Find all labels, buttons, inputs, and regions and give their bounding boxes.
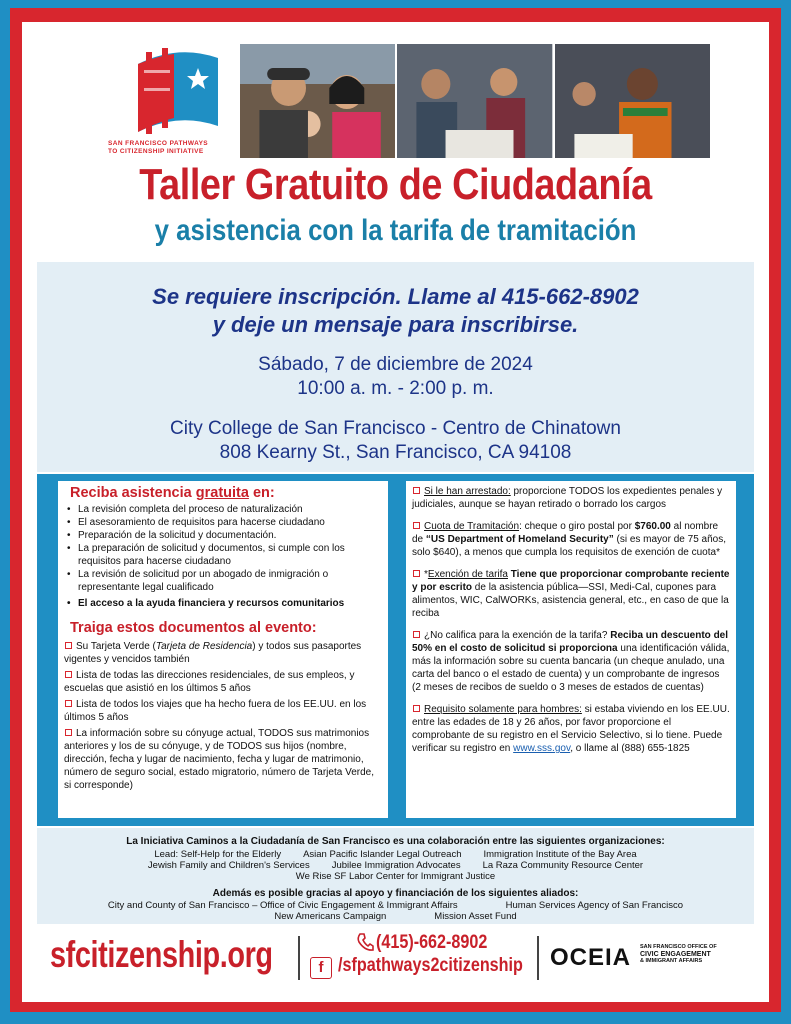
- men-label: Requisito solamente para hombres:: [424, 704, 582, 715]
- documents-heading: Traiga estos documentos al evento:: [70, 620, 317, 636]
- exemption-star: *: [424, 569, 428, 580]
- footer-divider: [537, 936, 539, 980]
- doc1-post: ) y todos sus pasaportes vigentes y vencidos también: [64, 641, 362, 665]
- fee-text3: (si es mayor de 75 años, solo $640), a menos que cumpla los requisitos de exención de cuota*: [412, 534, 726, 558]
- assistance-heading-emph: gratuita: [195, 485, 249, 501]
- assistance-heading-post: en:: [248, 485, 275, 501]
- checkbox-icon: [413, 705, 420, 712]
- partner-name: Jubilee Immigration Advocates: [331, 860, 461, 871]
- checkbox-icon: [413, 522, 420, 529]
- list-item: • La revisión completa del proceso de naturalización: [64, 503, 382, 516]
- checkbox-icon: [413, 570, 420, 577]
- exemption-bold: Tiene que proporcionar comprobante reciente y por escrito: [412, 569, 730, 593]
- list-item: • El acceso a la ayuda financiera y recursos comunitarios: [64, 597, 382, 610]
- list-item: • La revisión de solicitud por un abogado de inmigración o representante legal cualificado: [64, 568, 382, 594]
- facebook-handle[interactable]: /sfpathways2citizenship: [338, 955, 523, 976]
- fee-requirement: [412, 520, 730, 559]
- page-subtitle: y asistencia con la tarifa de tramitación: [154, 214, 637, 247]
- checkbox-icon: [65, 642, 72, 649]
- photo-strip: [240, 44, 710, 158]
- partners-row-3: We Rise SF Labor Center for Immigrant Justice: [295, 871, 496, 882]
- checkbox-icon: [65, 671, 72, 678]
- oceia-sub-line: CIVIC ENGAGEMENT: [640, 951, 711, 958]
- registration-line-2: y deje un mensaje para inscribirse.: [212, 312, 579, 337]
- website-link[interactable]: sfcitizenship.org: [50, 934, 273, 975]
- discount-text: una identificación válida, más la información sobre su cuenta bancaria (un cheque anulado, una carta del banco o el estado de cuenta) y un comprobante de ingresos (2 meses de recibos de sueldo o 3 meses de estados de cuentas): [412, 643, 730, 693]
- partner-name: Immigration Institute of the Bay Area: [483, 849, 637, 860]
- supporter-name: New Americans Campaign: [274, 911, 387, 922]
- doc1-pre: Su Tarjeta Verde (: [76, 641, 156, 652]
- support-row-1: [37, 900, 754, 911]
- doc1-em: Tarjeta de Residencia: [155, 641, 253, 652]
- checkbox-icon: [65, 700, 72, 707]
- oceia-sub-line: SAN FRANCISCO OFFICE OF: [640, 944, 717, 950]
- support-heading: Además es posible gracias al apoyo y financiación de los siguientes aliados:: [212, 888, 579, 899]
- men-text2: , o llame al (888) 655-1825: [570, 743, 690, 754]
- arrest-requirement: [412, 485, 730, 511]
- partner-name: Lead: Self-Help for the Elderly: [154, 849, 282, 860]
- exemption-text: de la asistencia pública—SSI, Medi-Cal, cupones para alimentos, WIC, CalWORKs, asistencia general, etc., en caso de que la reciba: [412, 582, 729, 619]
- sss-link[interactable]: www.sss.gov: [513, 743, 571, 754]
- oceia-logo: OCEIA: [550, 944, 632, 971]
- list-item: • El asesoramiento de requisitos para hacerse ciudadano: [64, 516, 382, 529]
- partners-row-1: [37, 849, 754, 860]
- doc3-text: Lista de todos los viajes que ha hecho fuera de los EE.UU. en los últimos 5 años: [64, 699, 367, 723]
- supporter-name: Human Services Agency of San Francisco: [505, 900, 684, 911]
- checkbox-icon: [413, 631, 420, 638]
- left-column: [58, 481, 388, 818]
- oceia-sub-line: & IMMIGRANT AFFAIRS: [640, 958, 703, 964]
- supporter-name: City and County of San Francisco – Office of Civic Engagement & Immigrant Affairs: [107, 900, 458, 911]
- assistance-list: [64, 503, 382, 610]
- registration-line-1: Se requiere inscripción. Llame al 415-662-8902: [152, 284, 639, 309]
- family-photo: [240, 44, 395, 158]
- facebook-icon: f: [310, 957, 332, 979]
- fee-payee: “US Department of Homeland Security”: [425, 534, 614, 545]
- men-requirement: [412, 703, 730, 755]
- partner-name: La Raza Community Resource Center: [482, 860, 644, 871]
- exemption-label: Exención de tarifa: [427, 569, 508, 580]
- arrest-label: Si le han arrestado:: [424, 486, 511, 497]
- event-address: 808 Kearny St., San Francisco, CA 94108: [219, 442, 572, 463]
- checkbox-icon: [65, 729, 72, 736]
- doc2-text: Lista de todas las direcciones residenciales, de sus empleos, y escuelas que asistió en los últimos 5 años: [64, 670, 355, 694]
- list-item: • Preparación de la solicitud y documentación.: [64, 529, 382, 542]
- oceia-logo-subtitle: [640, 944, 740, 965]
- list-item: [64, 727, 382, 792]
- supporter-name: Mission Asset Fund: [434, 911, 517, 922]
- doc4-text: La información sobre su cónyuge actual, TODOS sus matrimonios anteriores y los de su cónyuge, y de TODOS sus hijos (nombre, dirección, fecha y lugar de nacimiento, fecha y lugar de matrimonio, número de seguro social, estado migratorio, número de Tarjeta Verde, si corresponde): [64, 728, 374, 791]
- support-row-2: [37, 911, 754, 922]
- partners-row-2: [37, 860, 754, 871]
- logo-caption-line1: SAN FRANCISCO PATHWAYS: [108, 140, 209, 147]
- partner-name: Asian Pacific Islander Legal Outreach: [303, 849, 462, 860]
- volunteer-photo: [555, 44, 710, 158]
- fee-text2: al nombre de: [412, 521, 719, 545]
- exemption-requirement: [412, 568, 730, 620]
- event-time: 10:00 a. m. - 2:00 p. m.: [297, 378, 494, 399]
- fee-text1: : cheque o giro postal por: [519, 521, 635, 532]
- discount-bold: Reciba un descuento del 50% en el costo de solicitud si proporciona: [412, 630, 729, 654]
- list-item: [64, 698, 382, 724]
- logo-caption-line2: TO CITIZENSHIP INITIATIVE: [108, 148, 204, 155]
- workshop-photo: [397, 44, 552, 158]
- fee-label: Cuota de Tramitación: [424, 521, 520, 532]
- men-text: si estaba viviendo en los EE.UU. entre las edades de 18 y 26 años, por favor proporcione el comprobante de su registro en el Servicio Selectivo, si lo tiene. Puede verificar su registro en: [412, 704, 730, 754]
- documents-list: [64, 640, 382, 792]
- event-venue: City College de San Francisco - Centro de Chinatown: [170, 418, 621, 439]
- list-item: [64, 669, 382, 695]
- arrest-text: proporcione TODOS los expedientes penales y judiciales, aunque se hayan retirado o borrado los cargos: [412, 486, 723, 510]
- partners-heading: La Iniciativa Caminos a la Ciudadanía de San Francisco es una colaboración entre las siguientes organizaciones:: [126, 836, 665, 847]
- footer-divider: [298, 936, 300, 980]
- assistance-heading-pre: Reciba asistencia: [70, 485, 196, 501]
- logo-caption: [108, 140, 238, 156]
- list-item: [64, 640, 382, 666]
- right-column: [406, 481, 736, 818]
- discount-question: ¿No califica para la exención de la tarifa?: [424, 630, 611, 641]
- event-date: Sábado, 7 de diciembre de 2024: [258, 354, 533, 375]
- phone-number[interactable]: (415)-662-8902: [376, 932, 488, 953]
- page-title: Taller Gratuito de Ciudadanía: [139, 160, 652, 209]
- checkbox-icon: [413, 487, 420, 494]
- assistance-heading: [70, 485, 382, 501]
- phone-icon: [356, 932, 374, 952]
- fee-amount: $760.00: [634, 521, 671, 532]
- discount-requirement: [412, 629, 730, 694]
- list-item: • La preparación de solicitud y documentos, si cumple con los requisitos para hacerse ciudadano: [64, 542, 382, 568]
- partner-name: Jewish Family and Children's Services: [147, 860, 310, 871]
